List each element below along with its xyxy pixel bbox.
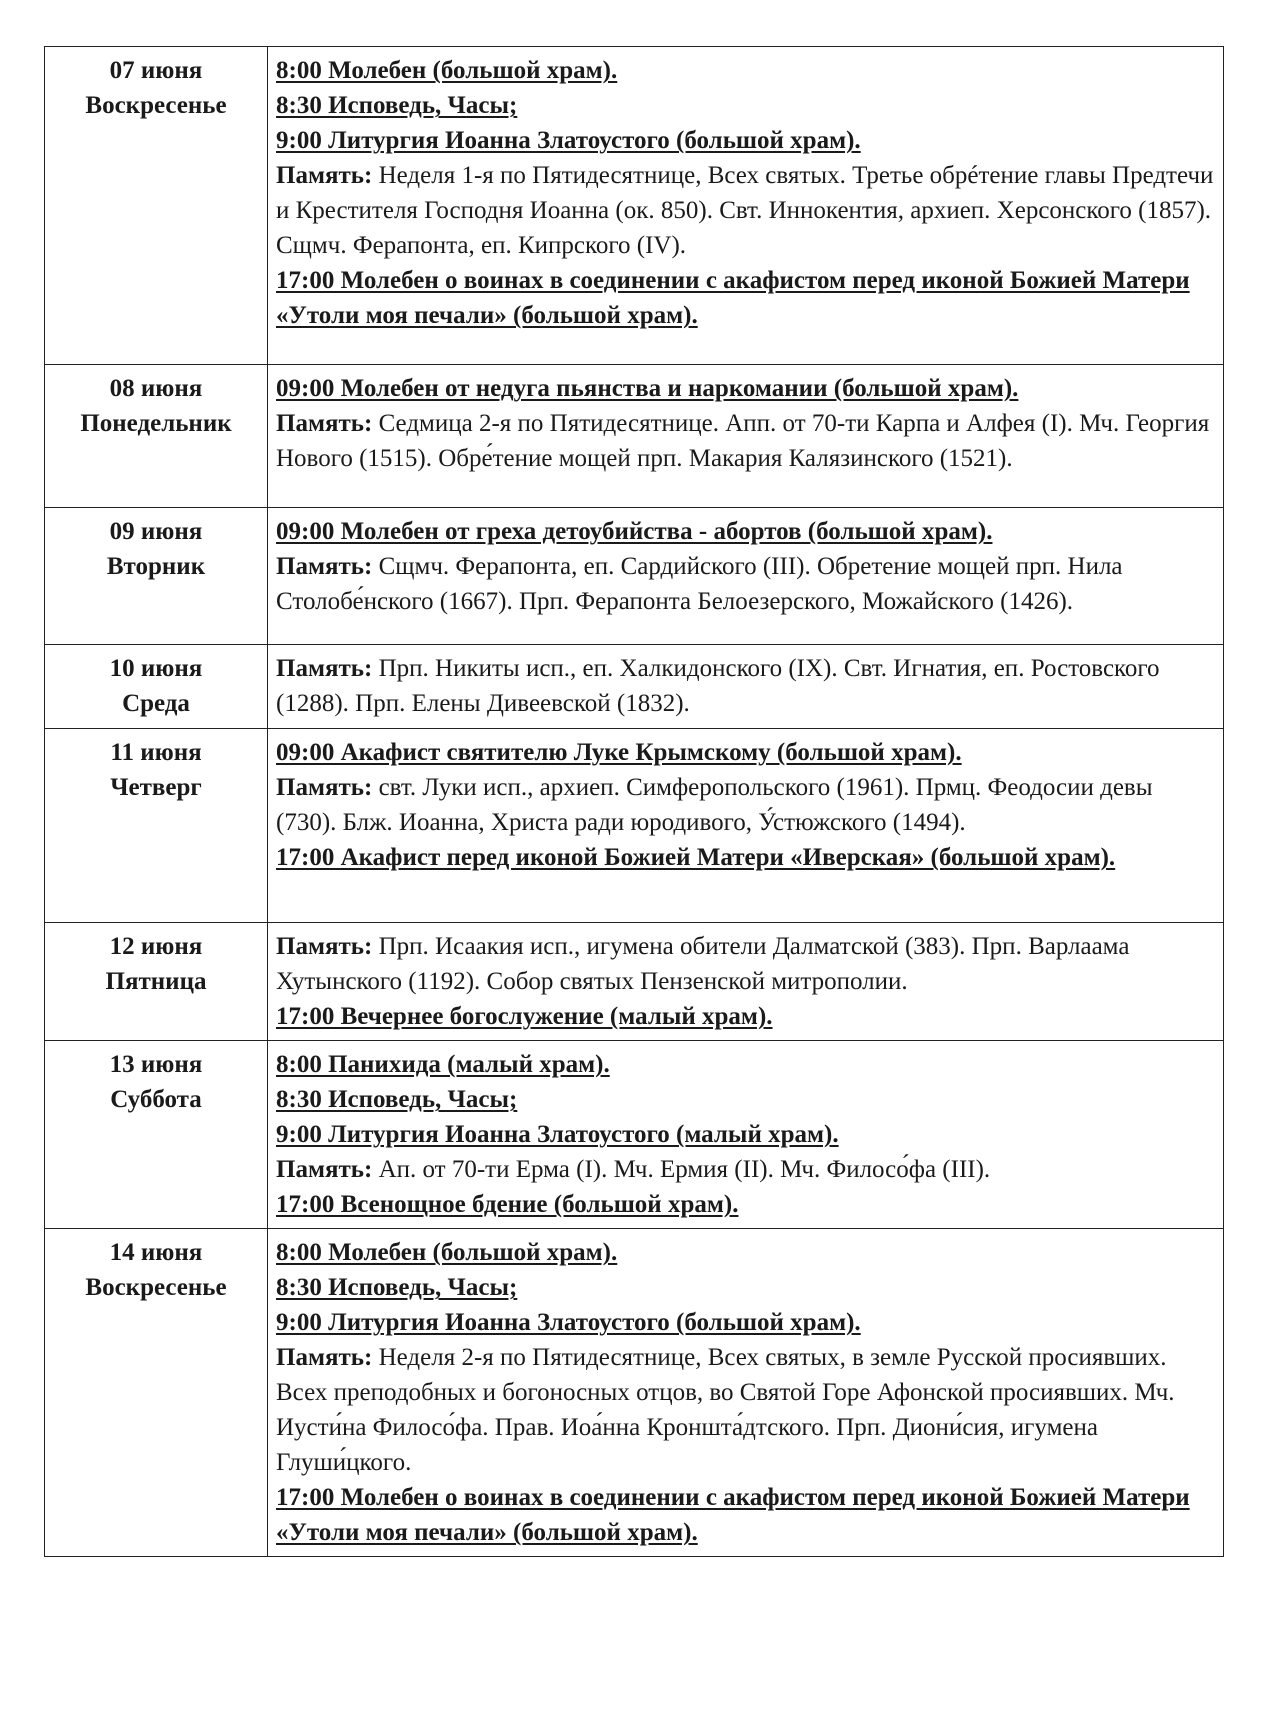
memory-label: Память: bbox=[276, 162, 373, 189]
memory-text: Сщмч. Ферапонта, еп. Сардийского (III). Обретение мощей прп. Нила Столобе́нского (1667). Прп. Ферапонта Белоезерского, Можайского (1426). bbox=[276, 553, 1123, 615]
day-content bbox=[268, 365, 1224, 508]
memory-text: Ап. от 70-ти Ерма (I). Мч. Ермия (II). Мч. Филосо́фа (III). bbox=[372, 1156, 991, 1183]
day-content bbox=[268, 1041, 1224, 1229]
day-date: 14 июня bbox=[109, 1239, 203, 1266]
day-row bbox=[45, 1229, 1224, 1557]
day-date: 09 июня bbox=[109, 518, 203, 545]
service-line: 09:00 Молебен от греха детоубийства - абортов (большой храм). bbox=[276, 518, 993, 545]
day-content bbox=[268, 923, 1224, 1041]
day-weekday: Четверг bbox=[110, 774, 202, 801]
day-date: 10 июня bbox=[109, 655, 203, 682]
memory-label: Память: bbox=[276, 774, 373, 801]
day-content bbox=[268, 508, 1224, 645]
day-date: 11 июня bbox=[110, 739, 202, 766]
service-line: 9:00 Литургия Иоанна Златоустого (большой храм). bbox=[276, 1309, 861, 1336]
day-content bbox=[268, 47, 1224, 365]
day-cell bbox=[45, 508, 268, 645]
service-line: 17:00 Молебен о воинах в соединении с акафистом перед иконой Божией Матери «Утоли моя печали» (большой храм). bbox=[276, 1484, 1190, 1546]
day-cell bbox=[45, 47, 268, 365]
schedule-body bbox=[45, 47, 1224, 1557]
schedule-sheet bbox=[44, 46, 1224, 1557]
memory-text: свт. Луки исп., архиеп. Симферопольского (1961). Прмц. Феодосии девы (730). Блж. Иоанна, Христа ради юродивого, У́стюжского (1494). bbox=[276, 774, 1153, 836]
day-cell bbox=[45, 365, 268, 508]
day-row bbox=[45, 47, 1224, 365]
day-row bbox=[45, 729, 1224, 923]
service-line: 8:00 Панихида (малый храм). bbox=[276, 1051, 610, 1078]
day-weekday: Воскресенье bbox=[85, 1274, 227, 1301]
service-line: 8:30 Исповедь, Часы; bbox=[276, 92, 518, 119]
memory-text: Прп. Исаакия исп., игумена обители Далматской (383). Прп. Варлаама Хутынского (1192). Собор святых Пензенской митрополии. bbox=[276, 933, 1130, 995]
day-weekday: Среда bbox=[122, 690, 190, 717]
day-weekday: Понедельник bbox=[80, 410, 232, 437]
day-date: 13 июня bbox=[109, 1051, 203, 1078]
memory-label: Память: bbox=[276, 655, 373, 682]
service-line: 8:00 Молебен (большой храм). bbox=[276, 57, 618, 84]
day-cell bbox=[45, 645, 268, 729]
memory-paragraph bbox=[276, 158, 1215, 263]
service-line: 9:00 Литургия Иоанна Златоустого (малый храм). bbox=[276, 1121, 839, 1148]
memory-paragraph bbox=[276, 1152, 1215, 1187]
day-content bbox=[268, 645, 1224, 729]
memory-text: Седмица 2-я по Пятидесятнице. Апп. от 70-ти Карпа и Алфея (I). Мч. Георгия Нового (1515). Обре́тение мощей прп. Макария Калязинского (1521). bbox=[276, 410, 1210, 472]
service-line: 09:00 Молебен от недуга пьянства и наркомании (большой храм). bbox=[276, 375, 1019, 402]
day-row bbox=[45, 508, 1224, 645]
memory-paragraph bbox=[276, 1340, 1215, 1480]
memory-text: Неделя 2-я по Пятидесятнице, Всех святых, в земле Русской просиявших. Всех преподобных и богоносных отцов, во Святой Горе Афонской просиявших. Мч. Иусти́на Филосо́фа. Прав. Иоа́нна Кроншта́дтского. Прп. Диони́сия, игумена Глуши́цкого. bbox=[276, 1344, 1175, 1476]
service-line: 9:00 Литургия Иоанна Златоустого (большой храм). bbox=[276, 127, 861, 154]
day-cell bbox=[45, 923, 268, 1041]
service-line: 8:30 Исповедь, Часы; bbox=[276, 1086, 518, 1113]
day-content bbox=[268, 729, 1224, 923]
day-cell bbox=[45, 1229, 268, 1557]
schedule-table bbox=[44, 46, 1224, 1557]
day-row bbox=[45, 645, 1224, 729]
day-row bbox=[45, 923, 1224, 1041]
service-line: 17:00 Всенощное бдение (большой храм). bbox=[276, 1191, 739, 1218]
day-weekday: Пятница bbox=[105, 968, 207, 995]
memory-paragraph bbox=[276, 770, 1215, 840]
memory-label: Память: bbox=[276, 933, 373, 960]
memory-label: Память: bbox=[276, 553, 373, 580]
day-content bbox=[268, 1229, 1224, 1557]
memory-label: Память: bbox=[276, 1156, 373, 1183]
day-weekday: Воскресенье bbox=[85, 92, 227, 119]
service-line: 17:00 Вечернее богослужение (малый храм). bbox=[276, 1003, 773, 1030]
day-date: 12 июня bbox=[109, 933, 203, 960]
service-line: 09:00 Акафист святителю Луке Крымскому (большой храм). bbox=[276, 739, 962, 766]
memory-paragraph bbox=[276, 549, 1215, 619]
day-date: 08 июня bbox=[109, 375, 203, 402]
day-weekday: Вторник bbox=[106, 553, 206, 580]
service-line: 8:30 Исповедь, Часы; bbox=[276, 1274, 518, 1301]
day-weekday: Суббота bbox=[110, 1086, 202, 1113]
memory-paragraph bbox=[276, 406, 1215, 476]
day-cell bbox=[45, 729, 268, 923]
memory-paragraph bbox=[276, 651, 1215, 721]
memory-label: Память: bbox=[276, 410, 373, 437]
service-line: 17:00 Молебен о воинах в соединении с акафистом перед иконой Божией Матери «Утоли моя печали» (большой храм). bbox=[276, 267, 1190, 329]
day-date: 07 июня bbox=[109, 57, 203, 84]
service-line: 17:00 Акафист перед иконой Божией Матери «Иверская» (большой храм). bbox=[276, 844, 1116, 871]
memory-paragraph bbox=[276, 929, 1215, 999]
memory-text: Прп. Никиты исп., еп. Халкидонского (IX). Свт. Игнатия, еп. Ростовского (1288). Прп. Елены Дивеевской (1832). bbox=[276, 655, 1160, 717]
day-row bbox=[45, 1041, 1224, 1229]
day-cell bbox=[45, 1041, 268, 1229]
day-row bbox=[45, 365, 1224, 508]
service-line: 8:00 Молебен (большой храм). bbox=[276, 1239, 618, 1266]
memory-label: Память: bbox=[276, 1344, 373, 1371]
memory-text: Неделя 1-я по Пятидесятнице, Всех святых. Третье обрéтение главы Предтечи и Крестителя Господня Иоанна (ок. 850). Свт. Иннокентия, архиеп. Херсонского (1857). Сщмч. Ферапонта, еп. Кипрского (IV). bbox=[276, 162, 1214, 259]
